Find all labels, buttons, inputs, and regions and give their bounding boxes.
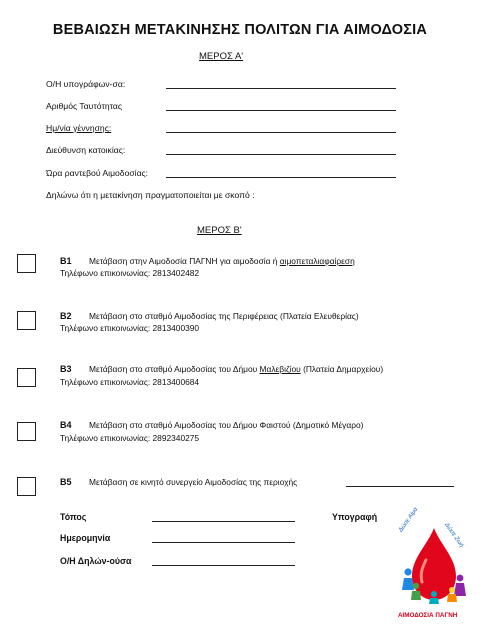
field-label-address: Διεύθυνση κατοικίας: (46, 145, 126, 155)
option-code-b3: B3 (60, 364, 72, 374)
field-label-birth-date: Ημ/νία γέννησης: (46, 123, 112, 133)
checkbox-b4[interactable] (17, 422, 36, 441)
checkbox-b5[interactable] (17, 477, 36, 496)
field-line-birth-date[interactable] (166, 132, 396, 133)
option-code-b4: B4 (60, 420, 72, 430)
part-b-heading: ΜΕΡΟΣ Β' (197, 225, 242, 236)
signature-label: Υπογραφή (332, 512, 378, 522)
option-code-b2: B2 (60, 311, 72, 321)
blood-donation-logo (398, 506, 474, 610)
field-line-place[interactable] (152, 521, 295, 522)
option-desc-b2: Μετάβαση στο σταθμό Αιμοδοσίας της Περιφέρειας (Πλατεία Ελευθερίας) (89, 311, 359, 321)
declarant-label: Ο/Η Δηλών-ούσα (60, 556, 132, 566)
option-phone-b3: Τηλέφωνο επικοινωνίας: 2813400684 (60, 377, 200, 387)
option-desc-b4: Μετάβαση στο σταθμό Αιμοδοσίας του Δήμου Φαιστού (Δημοτικό Μέγαρο) (89, 420, 364, 430)
part-a-heading: ΜΕΡΟΣ Α' (199, 51, 244, 62)
purpose-statement: Δηλώνω ότι η μετακίνηση πραγματοποιείται με σκοπό : (46, 190, 255, 200)
field-line-address[interactable] (166, 154, 396, 155)
document-title: ΒΕΒΑΙΩΣΗ ΜΕΤΑΚΙΝΗΣΗΣ ΠΟΛΙΤΩΝ ΓΙΑ ΑΙΜΟΔΟΣΙΑ (52, 22, 428, 38)
checkbox-b3[interactable] (17, 368, 36, 387)
field-line-date[interactable] (152, 542, 295, 543)
logo-slogan-right: Δώσε Ζωή (443, 522, 465, 549)
checkbox-b2[interactable] (17, 311, 36, 330)
date-label: Ημερομηνία (60, 533, 111, 543)
field-line-id-number[interactable] (166, 110, 396, 111)
place-label: Τόπος (60, 512, 87, 522)
blood-drop-icon (398, 520, 474, 610)
option-desc-b5: Μετάβαση σε κινητό συνεργείο Αιμοδοσίας της περιοχής (89, 477, 298, 487)
option-phone-b4: Τηλέφωνο επικοινωνίας: 2892340275 (60, 433, 200, 443)
option-desc-b1: Μετάβαση στην Αιμοδοσία ΠΑΓΝΗ για αιμοδοσία ή αιμοπεταλιαφαίρεση (89, 256, 355, 266)
field-line-declarant[interactable] (152, 565, 295, 566)
field-label-appointment-time: Ώρα ραντεβού Αιμοδοσίας: (46, 168, 149, 178)
option-desc-b3: Μετάβαση στο σταθμό Αιμοδοσίας του Δήμου Μαλεβιζίου (Πλατεία Δημαρχείου) (89, 364, 384, 374)
option-code-b1: B1 (60, 256, 72, 266)
logo-slogan-left: Δώσε Αίμα (398, 506, 420, 534)
field-label-signer: Ο/Η υπογράφων-σα: (46, 79, 126, 89)
field-label-id-number: Αριθμός Ταυτότητας (46, 101, 122, 111)
option-phone-b1: Τηλέφωνο επικοινωνίας: 2813402482 (60, 268, 200, 278)
checkbox-b1[interactable] (17, 254, 36, 273)
option-code-b5: B5 (60, 477, 72, 487)
option-phone-b2: Τηλέφωνο επικοινωνίας: 2813400390 (60, 323, 200, 333)
field-line-appointment-time[interactable] (166, 177, 396, 178)
field-line-b5-area[interactable] (346, 486, 454, 487)
logo-caption: ΑΙΜΟΔΟΣΙΑ ΠΑΓΝΗ (398, 612, 458, 619)
field-line-signer[interactable] (166, 88, 396, 89)
